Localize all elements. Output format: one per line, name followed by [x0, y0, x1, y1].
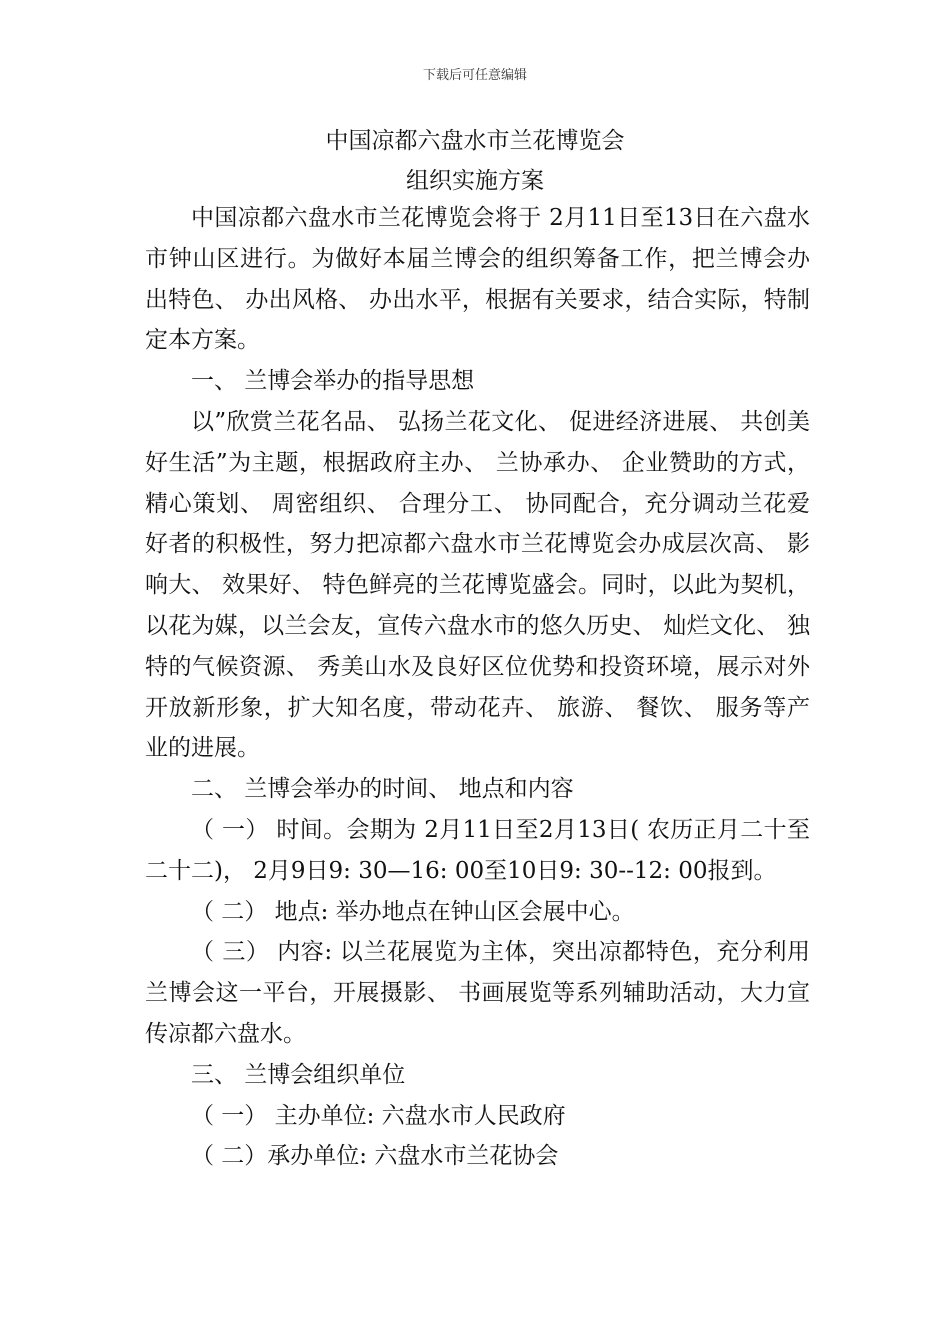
section-heading-3: 三、 兰博会组织单位	[191, 1061, 406, 1088]
header-note: 下载后可任意编辑	[422, 68, 527, 83]
section-heading-2: 二、 兰博会举办的时间、 地点和内容	[191, 776, 574, 803]
section-1-paragraph: 以”欣赏兰花名品、 弘扬兰花文化、 促进经济进展、 共创美好生活”为主题，根据政府主办、 兰协承办、 企业赞助的方式，精心策划、 周密组织、 合理分工、 协同配合，充分调动兰花爱好者的积极性，努力把凉都六盘水市兰花博览会办成层次高、 影响大、 效果好、 特色鲜亮的兰花博览盛会。同时，以此为契机，以花为媒，以兰会友，宣传六盘水市的悠久历史、 灿烂文化、 独特的气候资源、 秀美山水及良好区位优势和投资环境，展示对外开放新形象，扩大知名度，带动花卉、 旅游、 餐饮、 服务等产业的进展。	[145, 408, 810, 762]
intro-paragraph: 中国凉都六盘水市兰花博览会将于 2月11日至13日在六盘水市钟山区进行。为做好本届兰博会的组织筹备工作，把兰博会办出特色、 办出风格、 办出水平，根据有关要求，结合实际，特制定本方案。	[145, 205, 810, 354]
document-body	[145, 198, 810, 1177]
section-3-organizer: （ 一） 主办单位: 六盘水市人民政府	[191, 1102, 566, 1129]
section-2-location: （ 二） 地点: 举办地点在钟山区会展中心。	[191, 898, 635, 925]
section-2-time: （ 一） 时间。会期为 2月11日至2月13日( 农历正月二十至二十二)， 2月9日9: 30—16: 00至10日9: 30--12: 00报到。	[145, 816, 810, 884]
section-3-host: （ 二）承办单位: 六盘水市兰花协会	[191, 1143, 559, 1170]
section-heading-1: 一、 兰博会举办的指导思想	[191, 368, 475, 395]
section-2-content: （ 三） 内容: 以兰花展览为主体，突出凉都特色，充分利用兰博会这一平台，开展摄影、 书画展览等系列辅助活动，大力宣传凉都六盘水。	[145, 939, 810, 1047]
document-subtitle: 组织实施方案	[406, 168, 544, 194]
document-title: 中国凉都六盘水市兰花博览会	[325, 128, 625, 154]
